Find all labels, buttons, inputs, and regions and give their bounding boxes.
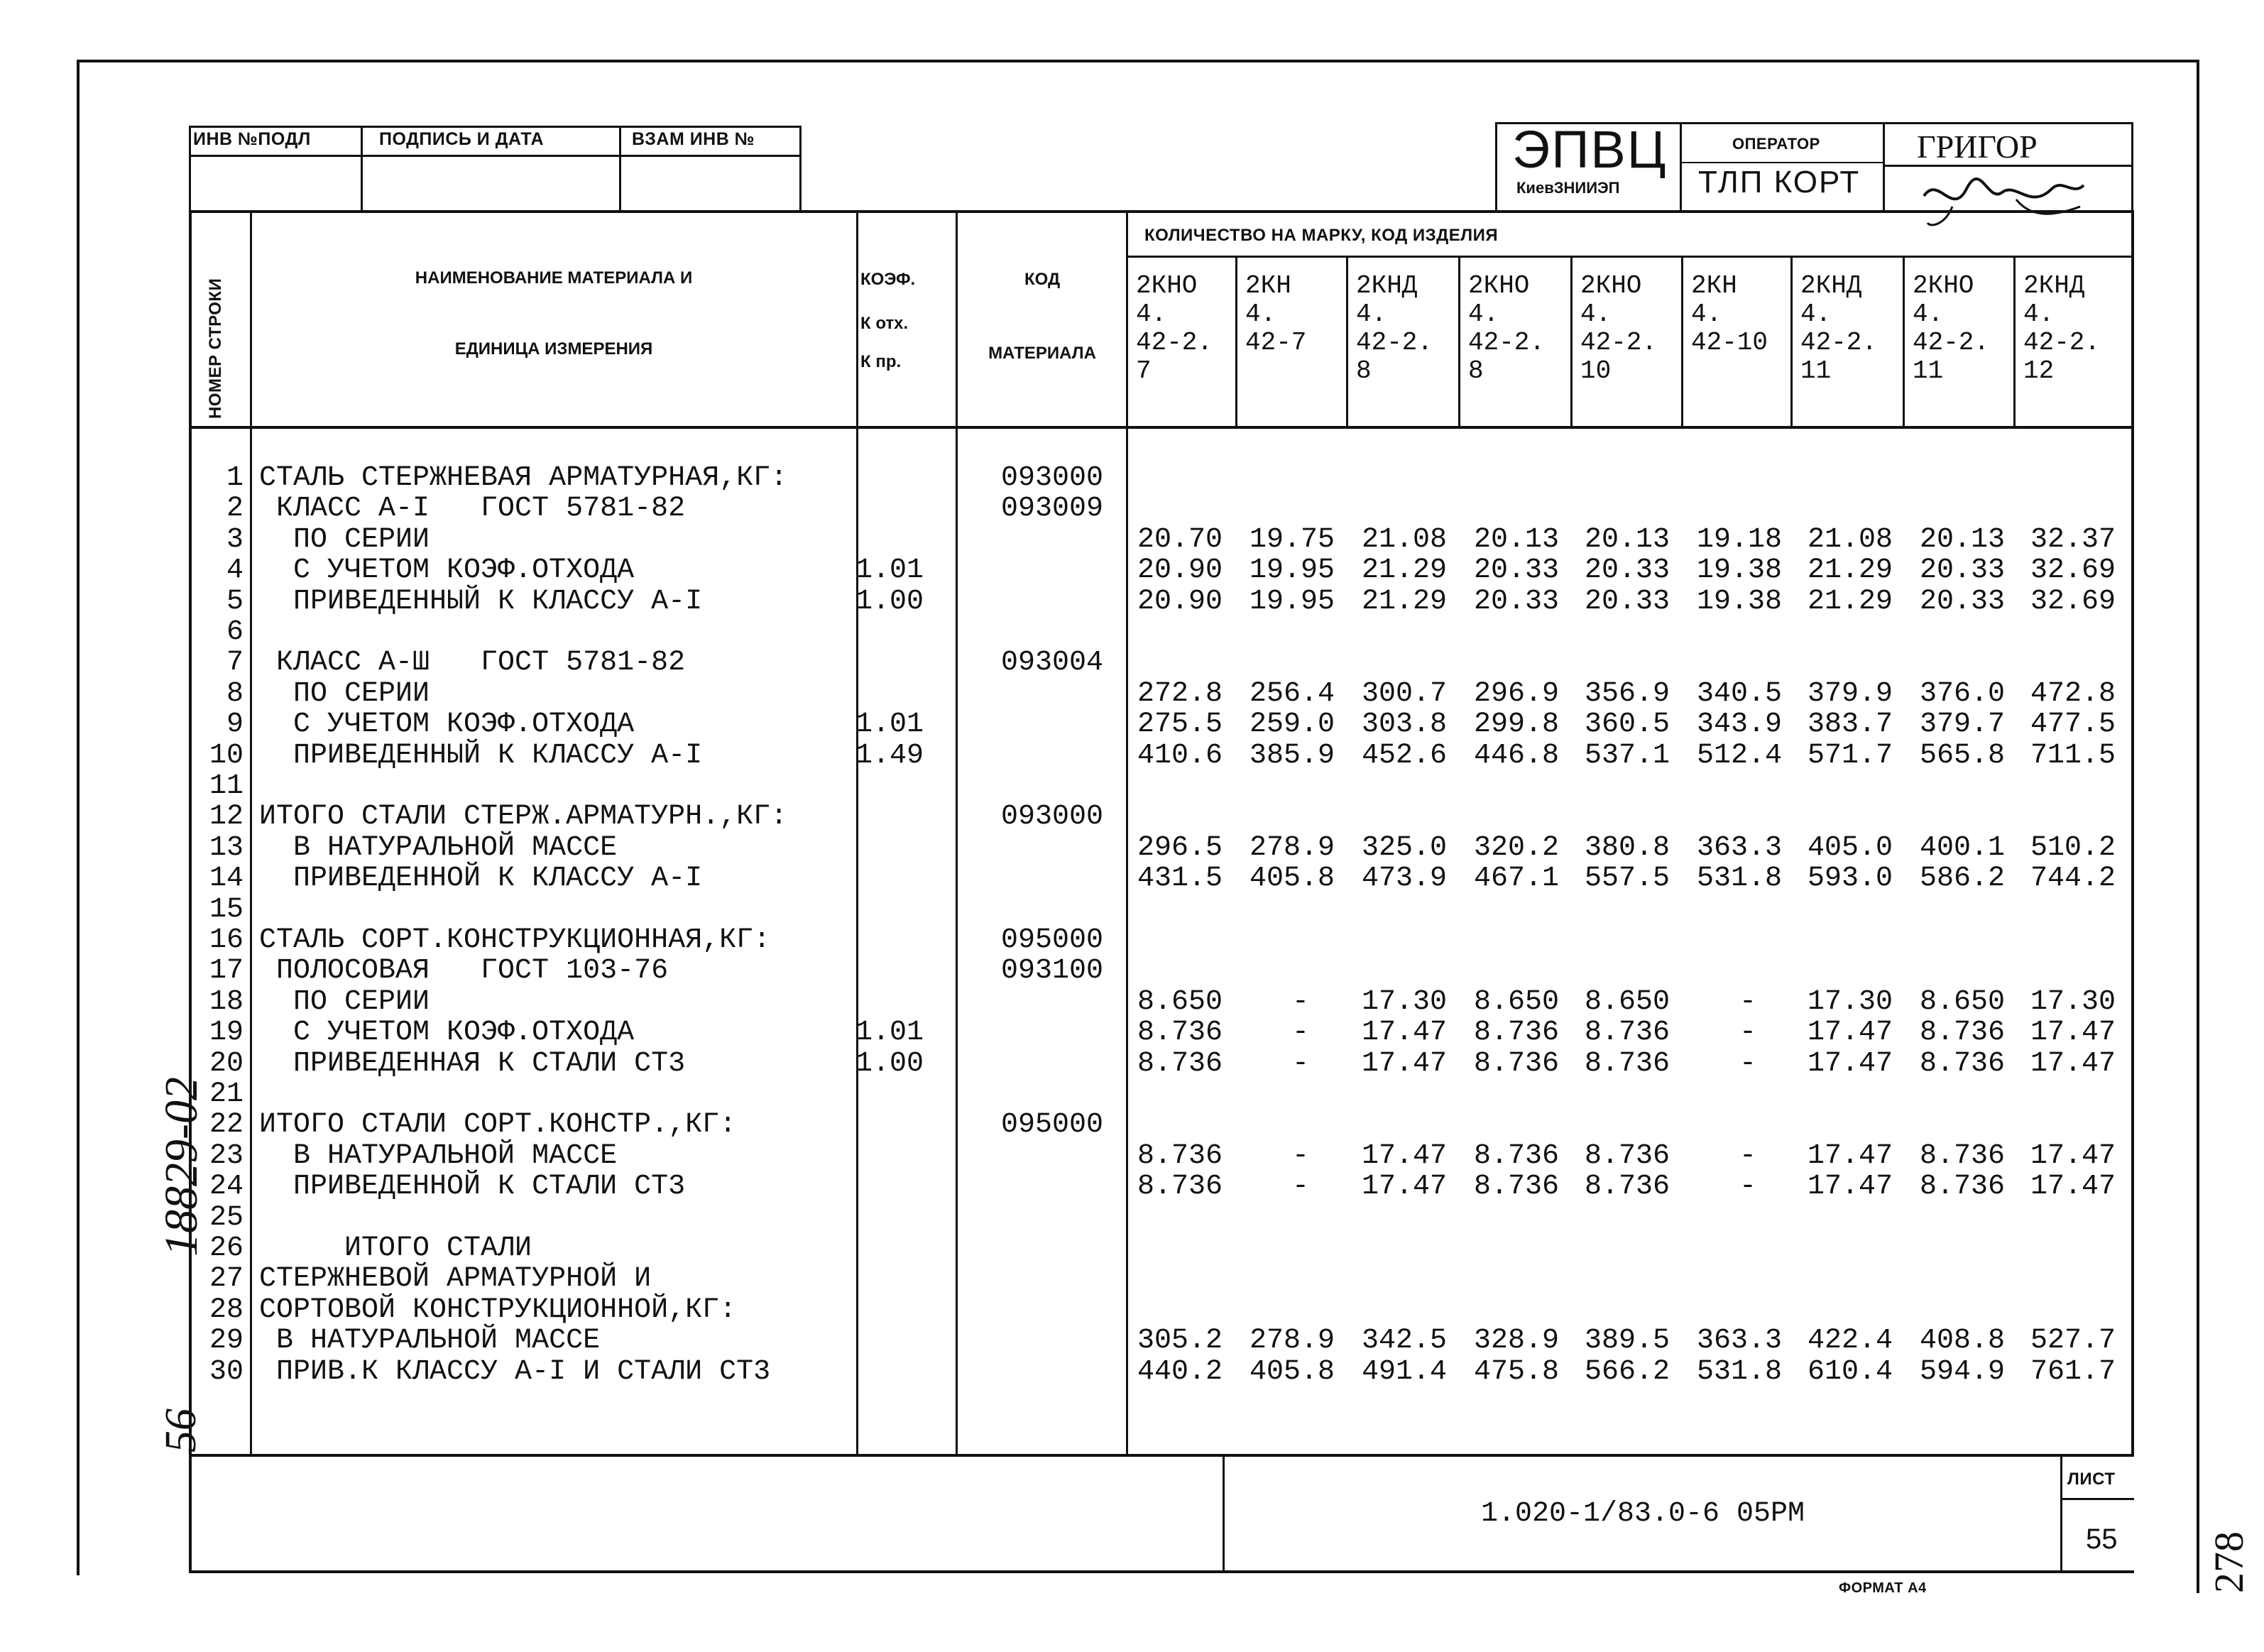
coef-header-line1: КОЭФ. <box>860 270 916 289</box>
row-number: 21 <box>209 1078 244 1110</box>
table-row <box>0 709 2264 740</box>
org-main: ЭПВЦ <box>1512 120 1668 179</box>
quantity-value: 17.47 <box>2030 1139 2116 1172</box>
quantity-value: 20.13 <box>1920 523 2006 556</box>
quantity-value: 300.7 <box>1362 677 1448 710</box>
quantity-value: 8.736 <box>1137 1139 1223 1172</box>
quantity-value: 512.4 <box>1697 739 1783 772</box>
table-row <box>0 1325 2264 1357</box>
quantity-value: 17.47 <box>1808 1047 1893 1080</box>
quantity-value: 21.29 <box>1808 585 1893 618</box>
quantity-value: 8.736 <box>1585 1047 1670 1080</box>
row-number: 2 <box>226 493 244 525</box>
sheet-label: ЛИСТ <box>2067 1470 2116 1489</box>
material-name: КЛАСС А-Ш ГОСТ 5781-82 <box>259 647 686 679</box>
quantity-value: 477.5 <box>2030 709 2116 741</box>
quantity-value: 303.8 <box>1362 709 1448 741</box>
quantity-value: 475.8 <box>1474 1355 1560 1388</box>
quantity-value: 491.4 <box>1362 1355 1448 1388</box>
quantity-value: 356.9 <box>1585 677 1670 710</box>
document-code: 1.020-1/83.0-6 05РМ <box>1480 1498 1805 1530</box>
quantity-value: 17.30 <box>1362 985 1448 1018</box>
material-name: ИТОГО СТАЛИ <box>259 1232 532 1264</box>
quantity-value: 431.5 <box>1137 863 1223 895</box>
quantity-value: - <box>1292 1047 1310 1080</box>
quantity-value: 744.2 <box>2030 863 2116 895</box>
material-name: КЛАСС А-I ГОСТ 5781-82 <box>259 493 686 525</box>
quantity-value: 400.1 <box>1920 831 2006 864</box>
table-row <box>0 925 2264 956</box>
quantity-value: 8.736 <box>1585 1171 1670 1203</box>
quantity-value: 473.9 <box>1362 863 1448 895</box>
quantity-value: 296.9 <box>1474 677 1560 710</box>
quantity-value: 405.8 <box>1249 863 1335 895</box>
quantity-value: 20.13 <box>1585 523 1670 556</box>
quantity-value: 565.8 <box>1920 739 2006 772</box>
quantity-value: - <box>1292 1171 1310 1203</box>
table-row <box>0 1079 2264 1110</box>
quantity-value: 383.7 <box>1808 709 1893 741</box>
quantity-value: 17.47 <box>2030 1017 2116 1049</box>
quantity-value: 537.1 <box>1585 739 1670 772</box>
quantity-value: 19.38 <box>1697 585 1783 618</box>
quantity-value: 32.69 <box>2030 585 2116 618</box>
quantity-value: 20.90 <box>1137 554 1223 587</box>
quantity-value: 19.38 <box>1697 554 1783 587</box>
product-column-header: 2КНО 4. 42-2. 10 <box>1580 271 1658 385</box>
table-row <box>0 1264 2264 1295</box>
quantity-value: 275.5 <box>1137 709 1223 741</box>
quantity-value: 408.8 <box>1920 1325 2006 1357</box>
quantity-value: 20.33 <box>1585 585 1670 618</box>
material-code: 093009 <box>1001 493 1104 525</box>
material-code: 093000 <box>1001 801 1104 833</box>
quantity-value: 20.70 <box>1137 523 1223 556</box>
material-name: С УЧЕТОМ КОЭФ.ОТХОДА <box>259 554 635 587</box>
quantity-value: 32.37 <box>2030 523 2116 556</box>
table-row <box>0 1171 2264 1203</box>
table-row <box>0 895 2264 926</box>
material-name: В НАТУРАЛЬНОЙ МАССЕ <box>259 1139 618 1172</box>
quantity-value: - <box>1739 1047 1757 1080</box>
inv-label: ИНВ №ПОДЛ <box>193 129 311 149</box>
table-row <box>0 956 2264 987</box>
table-row <box>0 463 2264 494</box>
quantity-value: 8.736 <box>1137 1171 1223 1203</box>
quantity-value: - <box>1739 985 1757 1018</box>
material-name: ПРИВЕДЕННЫЙ К КЛАССУ А-I <box>259 585 703 618</box>
quantity-value: 17.30 <box>2030 985 2116 1018</box>
quantity-value: 380.8 <box>1585 831 1670 864</box>
product-column-header: 2КНД 4. 42-2. 11 <box>1800 271 1878 385</box>
row-number: 1 <box>226 462 244 494</box>
coefficient: 1.01 <box>855 554 924 587</box>
table-row <box>0 586 2264 618</box>
quantity-value: 360.5 <box>1585 709 1670 741</box>
row-number: 24 <box>209 1171 244 1203</box>
quantity-value: 20.33 <box>1920 585 2006 618</box>
material-code: 093004 <box>1001 647 1104 679</box>
quantity-value: 296.5 <box>1137 831 1223 864</box>
product-column-header: 2КН 4. 42-10 <box>1691 271 1768 357</box>
operator-value: ТЛП КОРТ <box>1698 165 1861 199</box>
quantity-value: - <box>1292 1017 1310 1049</box>
table-row <box>0 1203 2264 1234</box>
quantity-value: 557.5 <box>1585 863 1670 895</box>
material-code: 095000 <box>1001 1109 1104 1142</box>
quantity-value: 17.47 <box>1808 1017 1893 1049</box>
quantity-value: 21.29 <box>1362 585 1448 618</box>
quantity-value: 21.29 <box>1808 554 1893 587</box>
quantity-value: 472.8 <box>2030 677 2116 710</box>
code-header-line1: КОД <box>1024 270 1061 289</box>
material-name: ПРИВЕДЕННАЯ К СТАЛИ СТ3 <box>259 1047 686 1080</box>
quantity-value: 405.0 <box>1808 831 1893 864</box>
table-row <box>0 1357 2264 1388</box>
name-header-line2: ЕДИНИЦА ИЗМЕРЕНИЯ <box>454 339 653 359</box>
row-number: 23 <box>209 1139 244 1172</box>
margin-code: 18829-02 <box>155 1077 207 1257</box>
row-number: 17 <box>209 955 244 988</box>
row-number: 4 <box>226 554 244 587</box>
material-name: С УЧЕТОМ КОЭФ.ОТХОДА <box>259 709 635 741</box>
quantity-value: 17.30 <box>1808 985 1893 1018</box>
quantity-value: - <box>1739 1171 1757 1203</box>
quantity-value: 17.47 <box>1362 1171 1448 1203</box>
quantity-value: 593.0 <box>1808 863 1893 895</box>
format-label: ФОРМАТ А4 <box>1839 1580 1927 1596</box>
quantity-value: 20.33 <box>1920 554 2006 587</box>
quantity-value: 8.736 <box>1474 1171 1560 1203</box>
table-row <box>0 802 2264 833</box>
row-number: 6 <box>226 616 244 648</box>
row-number: 10 <box>209 739 244 772</box>
material-name: СОРТОВОЙ КОНСТРУКЦИОННОЙ,КГ: <box>259 1293 737 1326</box>
quantity-value: 32.69 <box>2030 554 2116 587</box>
quantity-value: 8.736 <box>1137 1047 1223 1080</box>
quantity-header: КОЛИЧЕСТВО НА МАРКУ, КОД ИЗДЕЛИЯ <box>1144 226 1499 245</box>
table-row <box>0 1017 2264 1049</box>
quantity-value: 20.13 <box>1474 523 1560 556</box>
row-number: 22 <box>209 1109 244 1142</box>
coef-header-line3: К пр. <box>860 352 902 371</box>
quantity-value: 363.3 <box>1697 1325 1783 1357</box>
material-name: ПРИВЕДЕННОЙ К КЛАССУ А-I <box>259 863 703 895</box>
quantity-value: 711.5 <box>2030 739 2116 772</box>
coefficient: 1.00 <box>855 585 924 618</box>
material-name: ПО СЕРИИ <box>259 985 430 1018</box>
row-number-header: НОМЕР СТРОКИ <box>206 278 225 419</box>
table-row <box>0 1141 2264 1172</box>
coefficient: 1.01 <box>855 709 924 741</box>
quantity-value: 305.2 <box>1137 1325 1223 1357</box>
quantity-value: 8.736 <box>1585 1017 1670 1049</box>
quantity-value: 446.8 <box>1474 739 1560 772</box>
quantity-value: 340.5 <box>1697 677 1783 710</box>
row-number: 28 <box>209 1293 244 1326</box>
product-column-header: 2КНО 4. 42-2. 8 <box>1468 271 1546 385</box>
quantity-value: 21.08 <box>1362 523 1448 556</box>
quantity-value: - <box>1292 1139 1310 1172</box>
row-number: 20 <box>209 1047 244 1080</box>
table-row <box>0 1110 2264 1141</box>
product-column-header: 2КНД 4. 42-2. 12 <box>2023 271 2101 385</box>
quantity-value: 405.8 <box>1249 1355 1335 1388</box>
margin-page-number: 56 <box>157 1408 205 1453</box>
quantity-value: 20.33 <box>1474 585 1560 618</box>
table-row <box>0 647 2264 679</box>
quantity-value: 8.736 <box>1920 1017 2006 1049</box>
material-name: ПРИВ.К КЛАССУ А-I И СТАЛИ СТ3 <box>259 1355 771 1388</box>
quantity-value: 17.47 <box>1808 1139 1893 1172</box>
quantity-value: 422.4 <box>1808 1325 1893 1357</box>
quantity-value: 19.95 <box>1249 554 1335 587</box>
quantity-value: 20.90 <box>1137 585 1223 618</box>
quantity-value: 21.29 <box>1362 554 1448 587</box>
coefficient: 1.49 <box>855 739 924 772</box>
quantity-value: 342.5 <box>1362 1325 1448 1357</box>
coefficient: 1.01 <box>855 1017 924 1049</box>
quantity-value: 379.7 <box>1920 709 2006 741</box>
table-row <box>0 1049 2264 1080</box>
row-number: 9 <box>226 709 244 741</box>
table-row <box>0 833 2264 864</box>
quantity-value: 761.7 <box>2030 1355 2116 1388</box>
quantity-value: 8.736 <box>1137 1017 1223 1049</box>
quantity-value: 385.9 <box>1249 739 1335 772</box>
quantity-value: 379.9 <box>1808 677 1893 710</box>
quantity-value: 8.650 <box>1474 985 1560 1018</box>
quantity-value: 19.18 <box>1697 523 1783 556</box>
row-number: 16 <box>209 924 244 956</box>
quantity-value: 527.7 <box>2030 1325 2116 1357</box>
quantity-value: 325.0 <box>1362 831 1448 864</box>
table-row <box>0 987 2264 1018</box>
table-row <box>0 863 2264 895</box>
operator-label: ОПЕРАТОР <box>1732 135 1820 153</box>
material-code: 095000 <box>1001 924 1104 956</box>
quantity-value: 17.47 <box>1362 1017 1448 1049</box>
row-number: 15 <box>209 893 244 926</box>
row-number: 19 <box>209 1017 244 1049</box>
quantity-value: 410.6 <box>1137 739 1223 772</box>
row-number: 14 <box>209 863 244 895</box>
material-name: ПРИВЕДЕННОЙ К СТАЛИ СТ3 <box>259 1171 686 1203</box>
quantity-value: 20.33 <box>1474 554 1560 587</box>
quantity-value: 8.736 <box>1920 1171 2006 1203</box>
sign-label: ПОДПИСЬ И ДАТА <box>379 129 545 149</box>
row-number: 8 <box>226 677 244 710</box>
product-column-header: 2КН 4. 42-7 <box>1245 271 1307 357</box>
quantity-value: 440.2 <box>1137 1355 1223 1388</box>
row-number: 18 <box>209 985 244 1018</box>
quantity-value: 17.47 <box>2030 1047 2116 1080</box>
frame-top-line <box>77 60 2199 62</box>
quantity-value: 594.9 <box>1920 1355 2006 1388</box>
quantity-value: 278.9 <box>1249 1325 1335 1357</box>
material-name: В НАТУРАЛЬНОЙ МАССЕ <box>259 1325 601 1357</box>
table-row <box>0 555 2264 586</box>
quantity-value: 256.4 <box>1249 677 1335 710</box>
quantity-value: 8.736 <box>1474 1017 1560 1049</box>
material-name: ПОЛОСОВАЯ ГОСТ 103-76 <box>259 955 669 988</box>
coef-header-line2: К отх. <box>860 314 909 333</box>
material-code: 093000 <box>1001 462 1104 494</box>
handwritten-signature <box>1910 168 2094 231</box>
material-name: ПО СЕРИИ <box>259 523 430 556</box>
code-header-line2: МАТЕРИАЛА <box>988 344 1096 363</box>
quantity-value: - <box>1739 1017 1757 1049</box>
quantity-value: 343.9 <box>1697 709 1783 741</box>
quantity-value: 19.95 <box>1249 585 1335 618</box>
quantity-value: 17.47 <box>1362 1047 1448 1080</box>
quantity-value: - <box>1292 985 1310 1018</box>
quantity-value: 272.8 <box>1137 677 1223 710</box>
quantity-value: 20.33 <box>1585 554 1670 587</box>
quantity-value: 19.75 <box>1249 523 1335 556</box>
table-row <box>0 493 2264 525</box>
table-row <box>0 771 2264 802</box>
corner-number: 278 <box>2206 1531 2252 1593</box>
quantity-value: 17.47 <box>1362 1139 1448 1172</box>
row-number: 27 <box>209 1263 244 1296</box>
quantity-value: - <box>1739 1139 1757 1172</box>
row-number: 11 <box>209 770 244 802</box>
material-name: СТЕРЖНЕВОЙ АРМАТУРНОЙ И <box>259 1263 652 1296</box>
material-name: ИТОГО СТАЛИ СОРТ.КОНСТР.,КГ: <box>259 1109 737 1142</box>
row-number: 25 <box>209 1201 244 1234</box>
quantity-value: 363.3 <box>1697 831 1783 864</box>
person-name: ГРИГОР <box>1917 128 2038 165</box>
quantity-value: 531.8 <box>1697 863 1783 895</box>
quantity-value: 586.2 <box>1920 863 2006 895</box>
quantity-value: 376.0 <box>1920 677 2006 710</box>
quantity-value: 8.650 <box>1585 985 1670 1018</box>
product-column-header: 2КНО 4. 42-2. 7 <box>1136 271 1213 385</box>
material-name: ПРИВЕДЕННЫЙ К КЛАССУ А-I <box>259 739 703 772</box>
quantity-value: 531.8 <box>1697 1355 1783 1388</box>
row-number: 26 <box>209 1232 244 1264</box>
table-row <box>0 1295 2264 1326</box>
org-sub: КиевЗНИИЭП <box>1516 179 1620 197</box>
row-number: 13 <box>209 831 244 864</box>
quantity-value: 8.736 <box>1920 1047 2006 1080</box>
quantity-value: 571.7 <box>1808 739 1893 772</box>
row-number: 12 <box>209 801 244 833</box>
quantity-value: 328.9 <box>1474 1325 1560 1357</box>
material-code: 093100 <box>1001 955 1104 988</box>
quantity-value: 21.08 <box>1808 523 1893 556</box>
quantity-value: 8.736 <box>1474 1047 1560 1080</box>
quantity-value: 452.6 <box>1362 739 1448 772</box>
quantity-value: 17.47 <box>1808 1171 1893 1203</box>
quantity-value: 8.736 <box>1474 1139 1560 1172</box>
quantity-value: 320.2 <box>1474 831 1560 864</box>
quantity-value: 299.8 <box>1474 709 1560 741</box>
table-row <box>0 525 2264 556</box>
quantity-value: 389.5 <box>1585 1325 1670 1357</box>
quantity-value: 467.1 <box>1474 863 1560 895</box>
material-name: СТАЛЬ СТЕРЖНЕВАЯ АРМАТУРНАЯ,КГ: <box>259 462 788 494</box>
table-row <box>0 1233 2264 1264</box>
zam-label: ВЗАМ ИНВ № <box>632 129 755 149</box>
row-number: 7 <box>226 647 244 679</box>
quantity-value: 17.47 <box>2030 1171 2116 1203</box>
row-number: 30 <box>209 1355 244 1388</box>
row-number: 3 <box>226 523 244 556</box>
material-name: ПО СЕРИИ <box>259 677 430 710</box>
quantity-value: 8.736 <box>1585 1139 1670 1172</box>
quantity-value: 8.650 <box>1920 985 2006 1018</box>
product-column-header: 2КНО 4. 42-2. 11 <box>1913 271 1990 385</box>
table-row <box>0 679 2264 710</box>
product-column-header: 2КНД 4. 42-2. 8 <box>1356 271 1433 385</box>
name-header-line1: НАИМЕНОВАНИЕ МАТЕРИАЛА И <box>415 268 693 288</box>
quantity-value: 510.2 <box>2030 831 2116 864</box>
table-row <box>0 617 2264 648</box>
table-row <box>0 740 2264 772</box>
quantity-value: 610.4 <box>1808 1355 1893 1388</box>
material-name: СТАЛЬ СОРТ.КОНСТРУКЦИОННАЯ,КГ: <box>259 924 771 956</box>
row-number: 29 <box>209 1325 244 1357</box>
quantity-value: 566.2 <box>1585 1355 1670 1388</box>
material-name: ИТОГО СТАЛИ СТЕРЖ.АРМАТУРН.,КГ: <box>259 801 788 833</box>
sheet-number: 55 <box>2086 1524 2118 1555</box>
quantity-value: 278.9 <box>1249 831 1335 864</box>
quantity-value: 8.650 <box>1137 985 1223 1018</box>
material-name: С УЧЕТОМ КОЭФ.ОТХОДА <box>259 1017 635 1049</box>
quantity-value: 259.0 <box>1249 709 1335 741</box>
coefficient: 1.00 <box>855 1047 924 1080</box>
row-number: 5 <box>226 585 244 618</box>
material-name: В НАТУРАЛЬНОЙ МАССЕ <box>259 831 618 864</box>
quantity-value: 8.736 <box>1920 1139 2006 1172</box>
